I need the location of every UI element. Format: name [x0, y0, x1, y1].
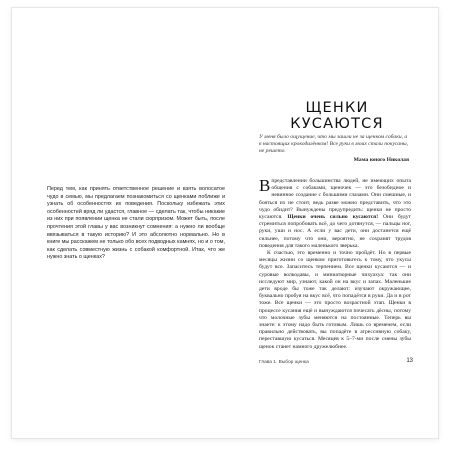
intro-paragraph: Перед тем, как принять ответственное решение и взять волосатое чудо в семью, мы предлагаем познакомиться со щенками поближе и узнать об особенностях их поведения. Поскольку избежать этих особенностей вряд ли удастся, главное — сделать так, чтобы никакие из них при появлении щенка не стали сюрпризом. Может быть, после прочтения этой главы у вас возникнут сомнения: а нужно ли вообще ввязываться в такую историю? И это абсолютно нормально. Но в книге мы расскажем не только обо всех подводных камнях, но и о том, как сделать совместную жизнь с собакой комфортной. Итак, что же нужно знать о щенках?: [47, 186, 225, 261]
paragraph-text: представлении большинства людей, не имеющих опыта общения с собаками, щеночек — это безобидное и невинное создание с большими глазами. Они смешные, и бояться их не стоит, ведь разве можно представить, что это чудо обидит? Вынуждены предупредить: щенки не просто кусаются.: [259, 178, 411, 221]
page-number: 13: [406, 358, 413, 364]
left-page: [12, 8, 226, 438]
chapter-title: ЩЕНКИ КУСАЮТСЯ: [290, 100, 384, 132]
epigraph-author: Мама юного Николая: [353, 157, 409, 163]
book-spread: [12, 8, 438, 438]
body-paragraph: К счастью, это временно и точно пройдёт. Но в первые месяцы жизни со щенком приготовьтесь к тому, что укусы будут все. Запаситесь терпением. Все щенки кусаются — и суровые волкодавы, и миниатюрные чихуахуа: так они исследуют мир, узнают, какой он на вкус и запах. Маленькие дети вроде бы тоже так делают: изучают окружающее, буквально пробуя на вкус всё, что попадётся в руки. Да и в рот тоже. Все щенки — это просто возрастной этап. Щенки в процессе кусания ещё и вынуждаются почесать дёсны, потому что молочные зубы меняются на постоянные. Теперь вы знаете: к этому надо быть готовым. Лишь со временем, если правильно действовать, вы попадёте в агрессивную собаку, переставшую кусаться. Месяцев к 5–7-ми после смены зубы щенок станет намного дружелюбнее.: [259, 250, 411, 350]
emphasis-text: Щенки очень сильно кусаются!: [287, 214, 379, 221]
right-page: [225, 8, 438, 438]
running-footer: Глава 1. Выбор щенка: [259, 360, 309, 365]
chapter-body: [259, 178, 411, 351]
body-paragraph: [259, 178, 411, 250]
epigraph-quote: У меня было ощущение, что мы зашли не за щенком собаки, а в настоящих крокодилёнком! Все руки в моих стали покусаны, не решето.: [259, 134, 409, 155]
paragraph-text: Они будут стремиться попробовать всё, до чего дотянутся, — пальцы ног, руки, уши и нос. А если у вас дети, они достанется ещё сильнее, потому что они, вероятно, не сохранят трудов поведения для такого маленького зверька.: [259, 214, 411, 249]
drop-cap: В: [259, 176, 271, 195]
